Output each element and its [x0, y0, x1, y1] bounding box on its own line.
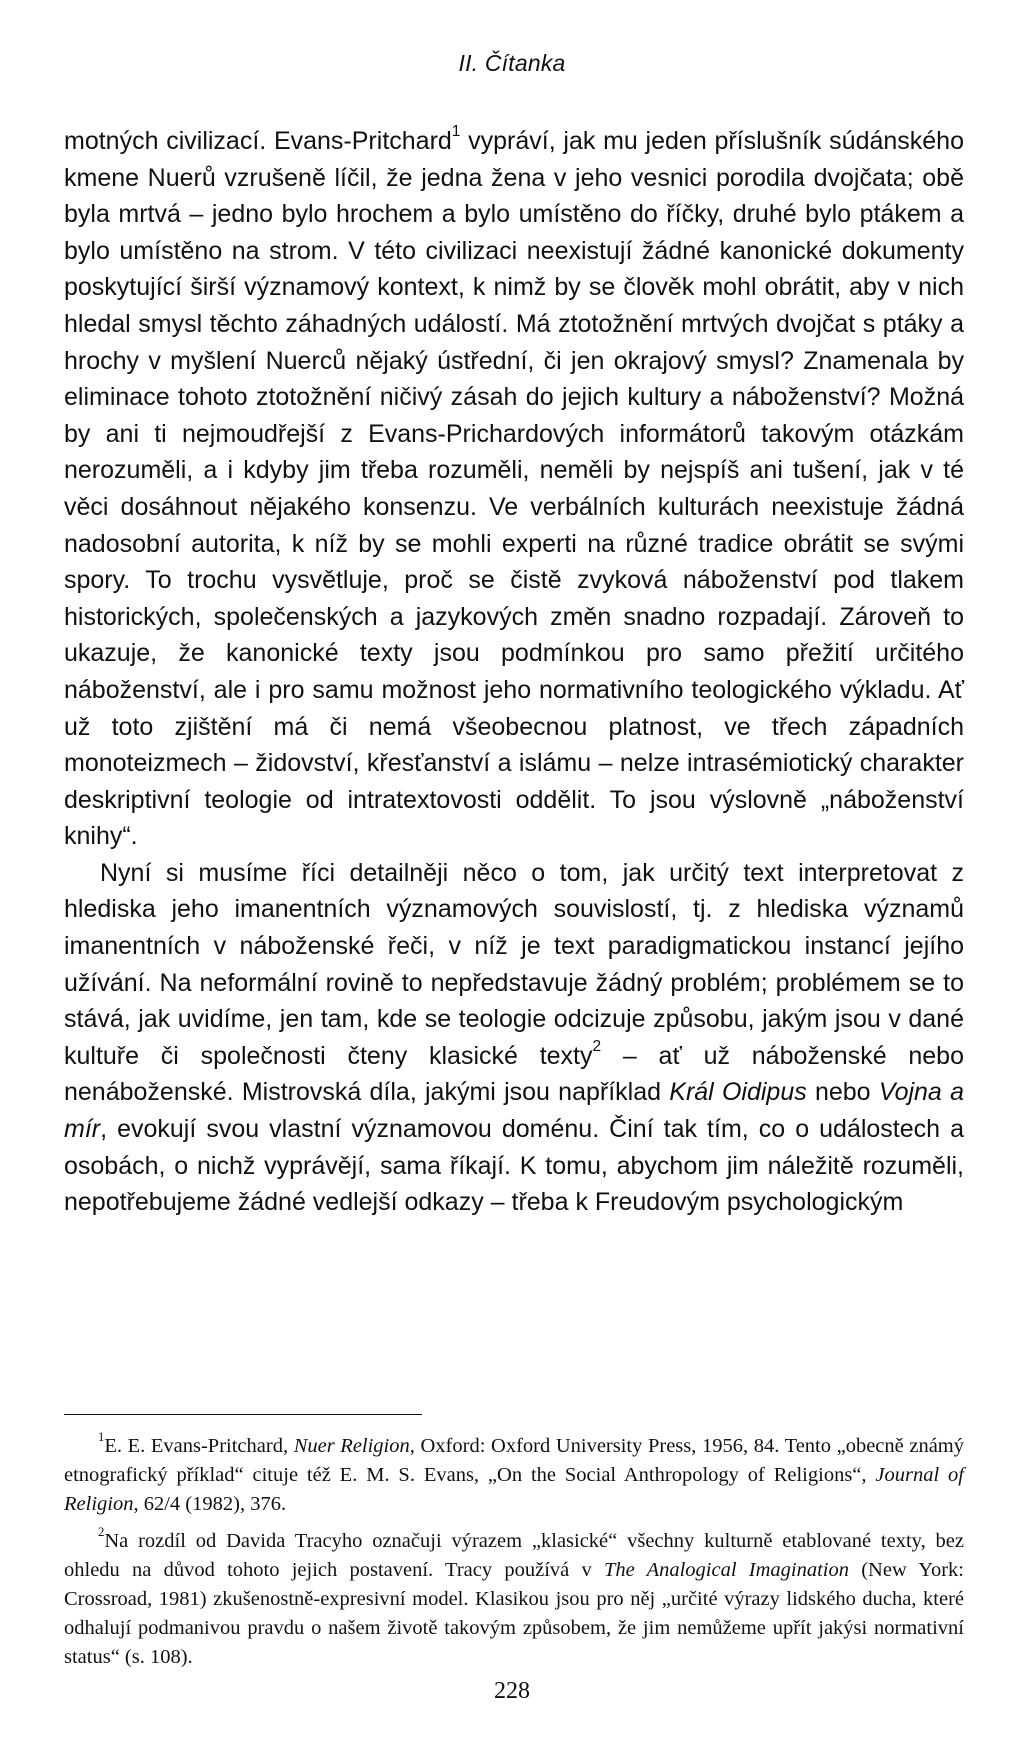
footnote-1-text-b: , Oxford: Oxford University Press, 1956, 84. Tento „obecně známý etnografický příklad“ cituje též E. M. S. Evans, „On the Social Anthropology of Religions“, [64, 1435, 964, 1486]
footnote-ref-2[interactable]: 2 [592, 1037, 602, 1055]
footnote-1-number: 1 [98, 1430, 105, 1445]
body-text [64, 123, 964, 1221]
footnote-1-text-a: E. E. Evans-Pritchard, [104, 1435, 294, 1457]
footnote-1-journal-title: Journal of Religion [64, 1464, 964, 1515]
footnote-1-book-title: Nuer Religion [293, 1435, 410, 1457]
footnote-1 [64, 1432, 964, 1519]
running-head: II. Čítanka [458, 50, 566, 76]
footnote-2-text-b: (New York: Crossroad, 1981) zkušenostně-expresivní model. Klasikou jsou pro něj „určité výrazy lidského ducha, které odhalují podmanivou pravdu o našem životě takovým způsobem, že jim nemůžeme upřít jakýsi normativní status“ (s. 108). [64, 1559, 964, 1668]
title-kral-oidipus: Král Oidipus [669, 1078, 807, 1107]
paragraph-1-text-b: vypráví, jak mu jeden příslušník súdánského kmene Nuerů vzrušeně líčil, že jedna žena v jeho vesnici porodila dvojčata; obě byla mrtvá – jedno bylo hrochem a bylo umístěno do říčky, druhé bylo ptákem a bylo umístěno na strom. V této civilizaci neexistují žádné kanonické dokumenty poskytující širší významový kontext, k nimž by se člověk mohl obrátit, aby v nich hledal smysl těchto záhadných událostí. Má ztotožnění mrtvých dvojčat s ptáky a hrochy v myšlení Nuerců nějaký ústřední, či jen okrajový smysl? Znamenala by eliminace tohoto ztotožnění ničivý zásah do jejich kultury a náboženství? Možná by ani ti nejmoudřejší z Evans-Prichardových informátorů takovým otázkám nerozuměli, a i kdyby jim třeba rozuměli, neměli by nejspíš ani tušení, jak v té věci dosáhnout nějakého konsenzu. Ve verbálních kulturách neexistuje žádná nadosobní autorita, k níž by se mohli experti na různé tradice obrátit se svými spory. To trochu vysvětluje, proč se čistě zvyková náboženství pod tlakem historických, společenských a jazykových změn snadno rozpadají. Zároveň to ukazuje, že kanonické texty jsou podmínkou pro samo přežití určitého náboženství, ale i pro samu možnost jeho normativního teologického výkladu. Ať už toto zjištění má či nemá všeobecnou platnost, ve třech západních monoteizmech – židovství, křesťanství a islámu – nelze intrasémiotický charakter deskriptivní teologie od intratextovosti oddělit. To jsou výslovně „náboženství knihy“. [64, 127, 964, 851]
footnote-2-book-title: The Analogical Imagination [603, 1559, 849, 1581]
paragraph-2-text-d: , evokují svou vlastní významovou doménu. Činí tak tím, co o událostech a osobách, o nichž vyprávějí, sama říkají. K tomu, abychom jim náležitě rozuměli, nepotřebujeme žádné vedlejší odkazy – třeba k Freudovým psychologickým [64, 1115, 964, 1217]
footnote-2 [64, 1527, 964, 1672]
paragraph-2-text-b: – ať už náboženské nebo nenáboženské. Mistrovská díla, jakými jsou například [64, 1041, 964, 1107]
title-vojna-a-mir: Vojna a mír [64, 1078, 964, 1144]
paragraph-1 [64, 123, 964, 855]
paragraph-1-text-a: motných civilizací. Evans-Pritchard [64, 127, 452, 155]
page-number: 228 [494, 1678, 530, 1704]
footnote-2-text-a: Na rozdíl od Davida Tracyho označuji výrazem „klasické“ všechny kulturně etablované texty, bez ohledu na důvod tohoto jejich postavení. Tracy používá v [64, 1530, 964, 1581]
footnotes [64, 1432, 964, 1680]
footnote-divider [64, 1414, 422, 1415]
footnote-ref-1[interactable]: 1 [451, 122, 461, 140]
paragraph-2 [64, 855, 964, 1221]
paragraph-2-text-a: Nyní si musíme říci detailněji něco o tom, jak určitý text interpretovat z hlediska jeho imanentních významových souvislostí, tj. z hlediska významů imanentních v náboženské řeči, v níž je text paradigmatickou instancí jejího užívání. Na neformální rovině to nepředstavuje žádný problém; problémem se to stává, jak uvidíme, jen tam, kde se teologie odcizuje způsobu, jakým jsou v dané kultuře či společnosti čteny klasické texty [64, 858, 964, 1070]
footnote-1-text-c: , 62/4 (1982), 376. [133, 1493, 287, 1515]
footnote-2-number: 2 [98, 1525, 105, 1540]
paragraph-2-text-c: nebo [806, 1078, 879, 1107]
